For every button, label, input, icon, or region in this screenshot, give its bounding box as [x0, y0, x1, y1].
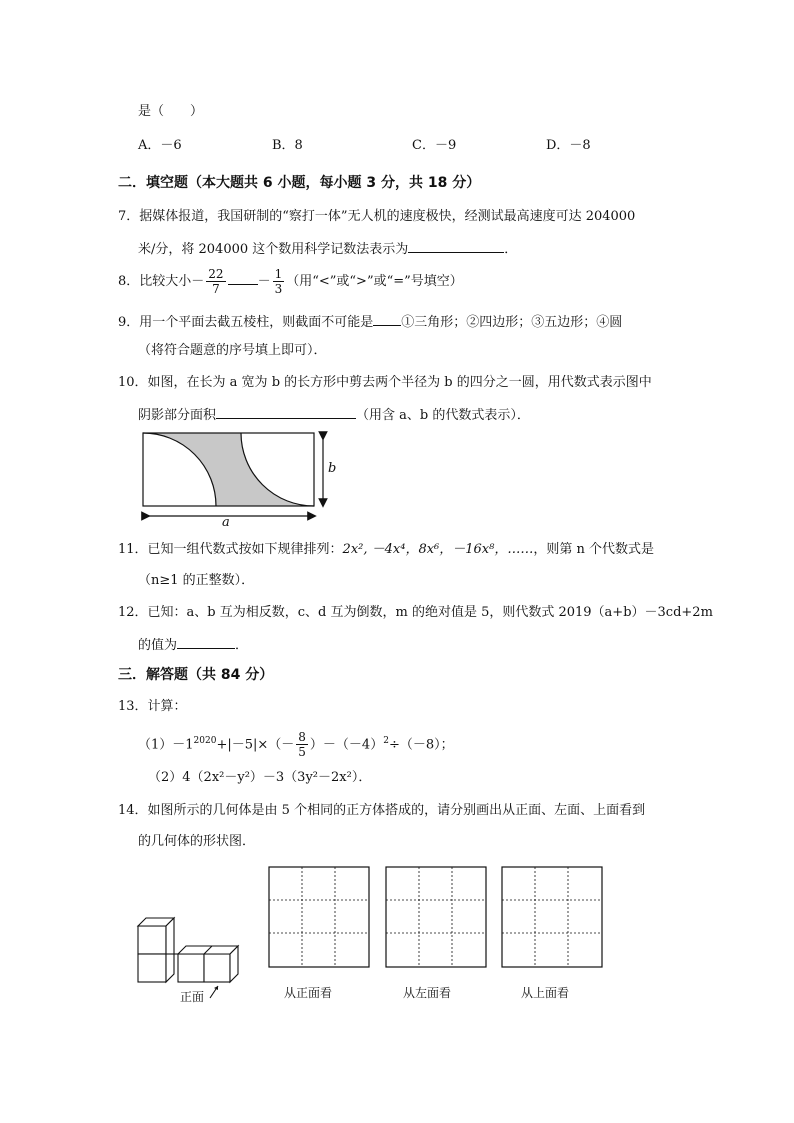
grid-left-view[interactable]: [385, 866, 487, 968]
q13-p1-exp: 2020: [193, 736, 217, 746]
q13-p1-exp2: 2: [383, 736, 389, 746]
caption-front-view: 从正面看: [284, 986, 333, 1000]
q12-end: ．: [235, 638, 249, 653]
section-2-title: 二．填空题（本大题共 6 小题，每小题 3 分，共 18 分）: [118, 175, 481, 191]
shaded-area: [143, 433, 314, 506]
q7-answer-blank[interactable]: [408, 238, 504, 253]
q8-prefix: 8．比较大小－: [118, 274, 205, 289]
q13-frac-den: 5: [298, 745, 306, 760]
q11-prefix: 11．已知一组代数式按如下规律排列：: [118, 542, 343, 557]
q8-answer-blank[interactable]: [228, 270, 258, 285]
q13-p1-b: +|－5|×（－: [216, 737, 295, 753]
q13-part1: [138, 724, 454, 762]
q8-frac2-num: 1: [274, 267, 283, 281]
q11-line2: （n≥1 的正整数）．: [138, 573, 255, 588]
q6-option-a: A．－6: [138, 138, 182, 153]
q6-option-b: B．8: [272, 138, 303, 153]
q8-minus: －: [257, 274, 271, 289]
grid-top-view[interactable]: [501, 866, 603, 968]
q13-p1-d: ÷（－8）；: [388, 737, 454, 753]
q10-line2: [138, 404, 530, 426]
q7-line2: [138, 238, 517, 260]
q12-answer-blank[interactable]: [177, 634, 235, 649]
q14-line2: 的几何体的形状图．: [138, 834, 256, 849]
q10-text-a: 阴影部分面积: [138, 408, 217, 423]
q8-suffix: （用“<”或“>”或“=”号填空）: [286, 274, 463, 289]
q8-line: [118, 266, 463, 298]
caption-left-view: 从左面看: [403, 986, 452, 1000]
q11-line1: [118, 540, 654, 560]
q14-line1: 14．如图所示的几何体是由 5 个相同的正方体搭成的，请分别画出从正面、左面、上面看到: [118, 803, 646, 818]
q7-end: ．: [504, 242, 518, 257]
q8-fraction-2: [273, 267, 285, 296]
q10-line1: 10．如图，在长为 a 宽为 b 的长方形中剪去两个半径为 b 的四分之一圆，用代数式表示图中: [118, 375, 652, 390]
q11-sequence: 2x², －4x⁴，8x⁶，－16x⁸，……: [342, 542, 534, 557]
q8-frac1-num: 22: [208, 267, 224, 281]
q13-p1-c: ）－（－4）: [309, 737, 384, 753]
q7-line1: 7．据媒体报道，我国研制的“察打一体”无人机的速度极快，经测试最高速度可达 204000: [118, 209, 636, 224]
q10-answer-blank[interactable]: [216, 404, 356, 419]
q12-text: 的值为: [138, 638, 178, 653]
q13-part2: （2）4（2x²－y²）－3（3y²－2x²）．: [148, 770, 372, 785]
q13-title: 13．计算：: [118, 699, 187, 714]
q10-label-b: b: [328, 461, 337, 476]
q9-answer-blank[interactable]: [373, 311, 401, 326]
q9-line2: （将符合题意的序号填上即可）．: [138, 343, 327, 358]
q7-line2-text: 米/分，将 204000 这个数用科学记数法表示为: [138, 242, 409, 257]
q6-tail: 是（ ）: [138, 104, 204, 119]
q12-line1: 12．已知：a、b 互为相反数，c、d 互为倒数，m 的绝对值是 5，则代数式 2019（a+b）－3cd+2m: [118, 605, 713, 620]
q10-text-b: （用含 a、b 的代数式表示）．: [356, 408, 530, 423]
q8-frac2-den: 3: [274, 282, 283, 296]
grid-front-view[interactable]: [268, 866, 370, 968]
q10-label-a: a: [222, 515, 230, 530]
q6-option-c: C．－9: [412, 138, 457, 153]
q13-p1-a: （1）－1: [138, 737, 194, 753]
front-label: 正面: [180, 990, 205, 1004]
q13-frac-num: 8: [298, 730, 306, 745]
q8-fraction-1: [206, 267, 225, 296]
q10-rectangle-figure: [138, 428, 338, 533]
q11-suffix: ，则第 n 个代数式是: [533, 542, 654, 557]
q9-text: 9．用一个平面去截五棱柱，则截面不可能是: [118, 315, 374, 330]
q9-line1: [118, 311, 622, 333]
q13-fraction: [296, 730, 308, 759]
q8-frac1-den: 7: [212, 282, 220, 296]
q6-option-d: D．－8: [546, 138, 591, 153]
q9-options: ①三角形；②四边形；③五边形；④圆: [401, 315, 623, 330]
section-3-title: 三．解答题（共 84 分）: [118, 667, 274, 683]
q12-line2: [138, 634, 248, 656]
caption-top-view: 从上面看: [521, 986, 570, 1000]
